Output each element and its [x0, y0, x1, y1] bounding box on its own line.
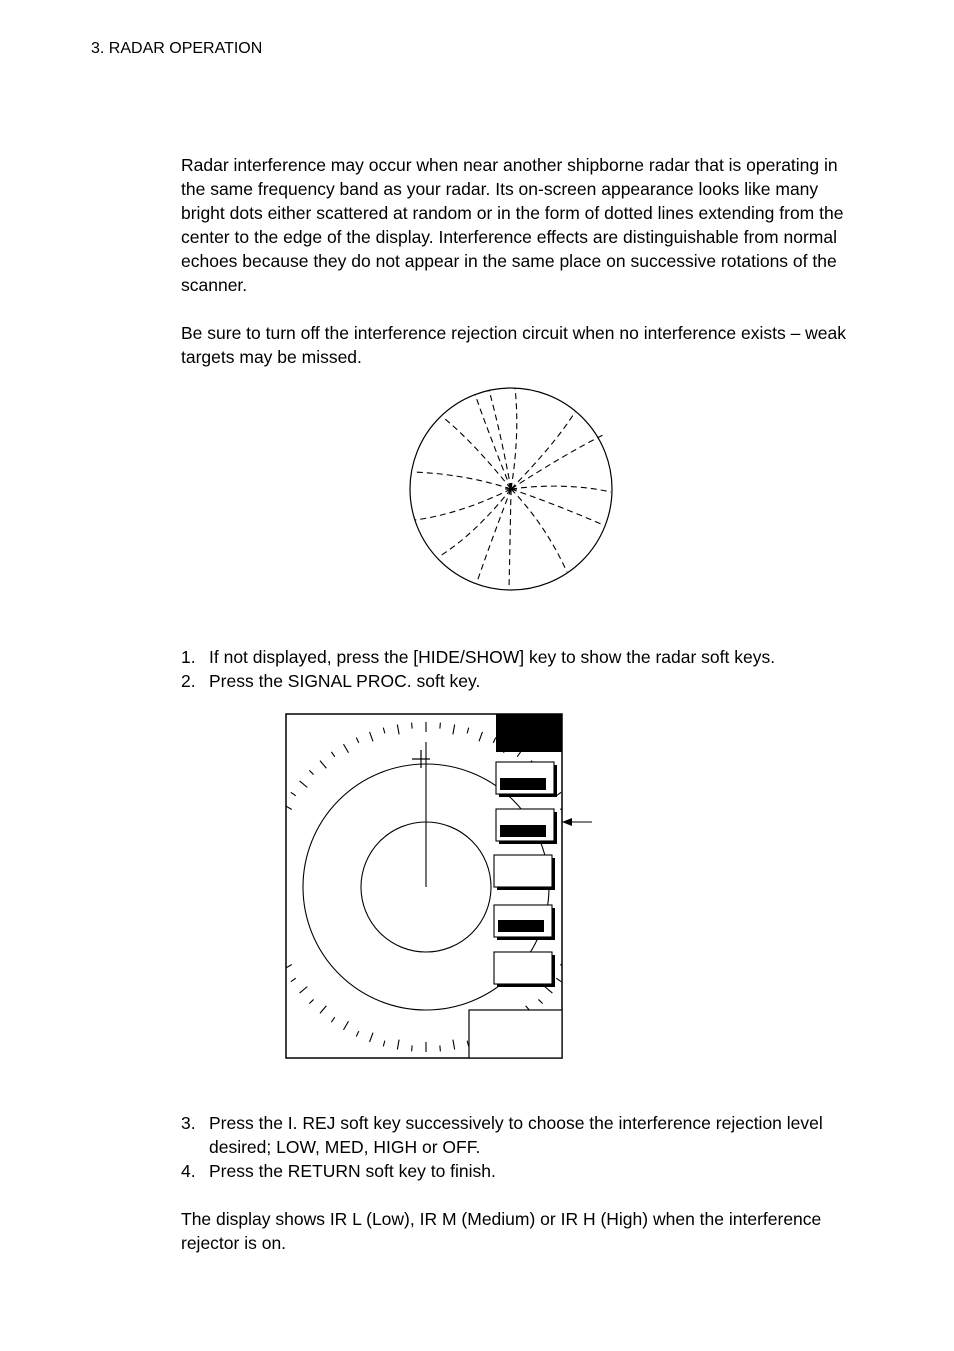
bearing-tick [580, 844, 586, 846]
interference-line [511, 388, 517, 489]
soft-key[interactable] [496, 762, 557, 797]
interference-line [511, 489, 567, 572]
steps-list-a [181, 645, 851, 693]
interference-line [511, 486, 611, 492]
interference-line [440, 489, 511, 556]
bearing-tick [579, 914, 589, 916]
bearing-tick [584, 901, 590, 902]
radar-display-illustration [284, 712, 596, 1062]
interference-line [475, 394, 511, 489]
bearing-tick [572, 940, 581, 943]
list-item: 2. Press the SIGNAL PROC. soft key. [181, 671, 481, 691]
menu-title-box [496, 714, 562, 752]
bearing-tick [580, 928, 586, 930]
bearing-tick [584, 873, 590, 874]
steps-list-b [181, 1111, 851, 1183]
list-item: 4. Press the RETURN soft key to finish. [181, 1161, 496, 1181]
bearing-tick [440, 723, 441, 729]
soft-key[interactable] [494, 905, 555, 940]
pointer-arrow [562, 818, 592, 826]
bearing-tick [579, 858, 589, 860]
info-box [469, 1010, 562, 1058]
interference-line [509, 489, 511, 588]
interference-line [511, 412, 575, 489]
soft-key[interactable] [494, 855, 555, 890]
soft-key[interactable] [494, 952, 555, 987]
interference-line [415, 489, 511, 520]
intro-paragraph-1: Radar interference may occur when near another shipborne radar that is operating in the same frequency band as your radar. Its on-screen appearance looks like many bright dots either scattered at random or in the form of dotted lines extending from the center to the edge of the display. Interference effects are distinguishable from normal echoes because they do not appear in the same place on successive rotations of the scanner. [181, 155, 844, 295]
interference-line [477, 489, 511, 582]
bearing-tick [412, 1045, 413, 1051]
list-item: 3. Press the I. REJ soft key successively to choose the interference rejection level desired; LOW, MED, HIGH or OFF. [181, 1113, 823, 1157]
closing-paragraph: The display shows IR L (Low), IR M (Medium) or IR H (High) when the interference rejector is on. [181, 1209, 822, 1253]
interference-line [413, 472, 511, 489]
section-header: 3. RADAR OPERATION [91, 40, 263, 57]
soft-key-signal-proc[interactable] [496, 809, 557, 844]
bearing-tick [440, 1045, 441, 1051]
bearing-tick [572, 831, 581, 834]
soft-key-column [494, 762, 557, 987]
list-item: 1. If not displayed, press the [HIDE/SHOW] key to show the radar soft keys. [181, 647, 776, 667]
bearing-tick [570, 954, 575, 957]
interference-line [511, 489, 601, 524]
interference-illustration [405, 384, 617, 594]
interference-line [489, 390, 511, 489]
intro-paragraph-2: Be sure to turn off the interference rejection circuit when no interference exists – weak targets may be missed. [181, 323, 847, 367]
interference-line [445, 419, 511, 489]
interference-line [511, 434, 605, 489]
bearing-tick [412, 723, 413, 729]
